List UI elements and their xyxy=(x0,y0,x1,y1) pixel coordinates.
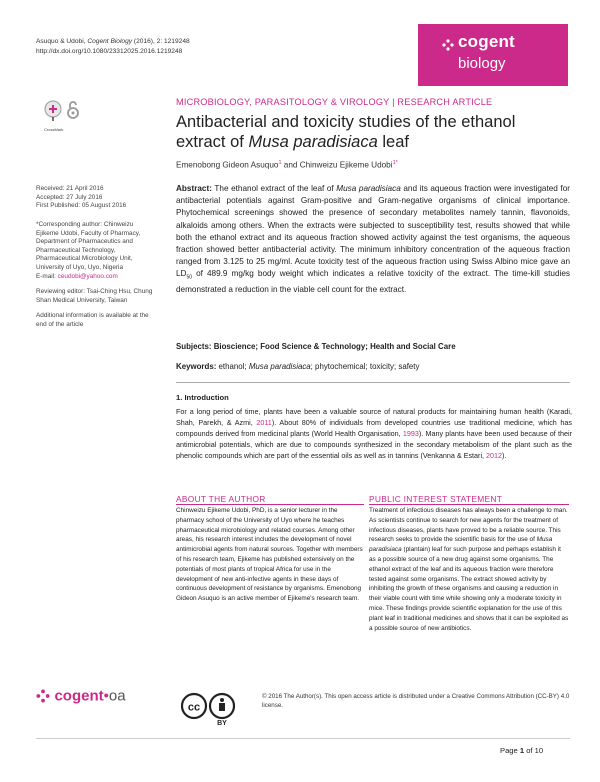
cogent-oa-dots-icon xyxy=(36,689,50,703)
pis-text-2: (plantain) leaf for such purpose and perhaps establish it as a possible source of a new drug against some organisms. The ethanol extract of the leaf and its aqueous fraction were therefore tested against some organisms. The extract showed activity by inhibiting the growth of these organisms and causing a reduction in their viable count with time while showing only a moderate toxicity in mice. These findings provide scientific explanation for the use of this plant leaf in traditional medicines and shows that it can be exploited as a possible source of new antibiotics. xyxy=(369,546,569,632)
keywords-post: ; phytochemical; toxicity; safety xyxy=(310,362,420,371)
about-author-body: Chinweizu Ejikeme Udobi, PhD, is a senior lecturer in the pharmacy school of the University of Uyo where he teaches pharmaceutical microbiology and related courses. Among other areas, his research interest includes the development of novel antimicrobial agents from natural sources. Together with members of his research team, Ejikeme has published extensively on the potentials of most plants of tropical Africa for use in the development of new anti-infective agents in these days of continuous development of resistance by organisms. Emenobong Gideon Asuquo is an active member of Ejikeme's research team. xyxy=(176,507,363,603)
email-label: E-mail: xyxy=(36,272,58,280)
received-date: Received: 21 April 2016 xyxy=(36,185,104,192)
citation-header xyxy=(36,37,190,57)
keywords-line xyxy=(176,362,570,371)
cogent-oa-logo xyxy=(36,687,126,705)
intro-text-1: For a long period of time, plants have been a valuable source of natural products for maintaining human health (Karadi, Shah, Parekh, & Azmi, xyxy=(176,407,572,427)
creative-commons-icon xyxy=(180,692,244,726)
crossmark-badge-icon xyxy=(44,100,62,122)
abstract-part-2: and its aqueous fraction were investigated for antibacterial potentials against Gram-positive and Gram-negative organisms of clinical importance. Phytochemical screenings showed the presence of secondary metabolites namely tannin, flavonoids, alkaloids among others. When the extracts were subjected to susceptibility test, results showed that while both the ethanol extract and its aqueous fraction showed activity against the test organisms, the aqueous fraction showed better antibacterial activity. The minimum inhibitory concentration of the aqueous fraction ranged from 3.125 to 25 mg/ml. Acute toxicity test of the aqueous fraction using Swiss Albino mice gave an LD xyxy=(176,184,570,279)
accepted-date: Accepted: 27 July 2016 xyxy=(36,193,103,201)
ld50-subscript: 50 xyxy=(186,275,193,282)
introduction-heading: 1. Introduction xyxy=(176,393,229,402)
page-label: Page xyxy=(500,746,520,755)
page-indicator xyxy=(500,746,543,755)
by-label: BY xyxy=(217,720,227,726)
abstract-species: Musa paradisiaca xyxy=(336,184,401,193)
additional-info-note: Additional information is available at the end of the article xyxy=(36,312,149,328)
brand-subject: biology xyxy=(458,55,506,72)
cc-label: cc xyxy=(187,701,201,714)
published-date: First Published: 05 August 2016 xyxy=(36,202,127,210)
journal-brand-banner xyxy=(418,24,568,86)
correspondence-block xyxy=(36,221,156,281)
pis-text-1: Treatment of infectious diseases has always been a challenge to man. As scientists continue to search for new agents for the treatment of infectious diseases, plants have proved to be a reliable source. This research seeks to provide the scientific basis for the use of xyxy=(369,507,568,544)
public-interest-body xyxy=(369,506,569,633)
title-line-2-post: leaf xyxy=(377,133,409,151)
pis-species: Musa paradisiaca xyxy=(369,536,553,554)
crossmark-label: CrossMark xyxy=(44,127,64,132)
keyword-species: Musa paradisiaca xyxy=(248,362,311,371)
page-total: of 10 xyxy=(524,746,544,755)
citation-volume: (2016), 2: 1219248 xyxy=(133,38,190,45)
title-line-2 xyxy=(176,132,576,152)
abstract-part-3: of 489.9 mg/kg body weight which indicates a relative toxicity of the extract. The time-kill studies demonstrated a reduction in the viable cell count for the extract. xyxy=(176,269,570,295)
footer-divider xyxy=(36,738,570,739)
author-2: Chinweizu Ejikeme Udobi xyxy=(299,160,393,170)
title-species: Musa paradisiaca xyxy=(248,133,378,151)
correspondence-email-line xyxy=(36,273,156,282)
cogent-oa-suffix: oa xyxy=(108,687,126,705)
reviewing-editor: Reviewing editor: Tsai-Ching Hsu, Chung Shan Medical University, Taiwan xyxy=(36,288,153,304)
section-label: MICROBIOLOGY, PARASITOLOGY & VIROLOGY | RESEARCH ARTICLE xyxy=(176,97,493,107)
author-1: Emenobong Gideon Asuquo xyxy=(176,160,279,170)
intro-text-2: ). About 80% of individuals from developed countries use traditional medicine, which has compounds derived from medicinal plants (World Health Organisation, xyxy=(176,418,572,438)
citation-line-1 xyxy=(36,37,190,47)
author-joiner: and xyxy=(281,160,300,170)
cc-by-license-icon[interactable] xyxy=(180,692,244,731)
cogent-oa-separator: • xyxy=(103,687,109,705)
abstract xyxy=(176,183,570,296)
keywords-pre: ethanol; xyxy=(218,362,249,371)
email-link[interactable]: ceudobi@yahoo.com xyxy=(57,272,118,280)
citation-doi[interactable]: http://dx.doi.org/10.1080/23312025.2016.1219248 xyxy=(36,48,183,55)
title-line-1: Antibacterial and toxicity studies of the ethanol xyxy=(176,113,516,131)
subjects-line: Subjects: Bioscience; Food Science & Technology; Health and Social Care xyxy=(176,342,456,351)
section-divider xyxy=(176,382,570,383)
public-interest-rule xyxy=(369,504,569,505)
author-list xyxy=(176,160,398,170)
intro-text-3: ). Many plants have been used because of their antimicrobial potentials, which are due to compounds synthesized in the secondary metabolism of the plant such as the phenolic compounds which are part of the essential oils as well as in tannins (Venkanna & Estari, xyxy=(176,429,572,460)
cogent-dots-icon xyxy=(442,39,454,51)
citation-link-1993[interactable]: 1993 xyxy=(402,429,419,438)
license-statement: © 2016 The Author(s). This open access article is distributed under a Creative Commons Attribution (CC-BY) 4.0 license. xyxy=(262,693,570,709)
citation-link-2011[interactable]: 2011 xyxy=(256,418,272,427)
correspondence-text: *Corresponding author: Chinweizu Ejikeme Udobi, Faculty of Pharmacy, Department of Pharmaceutics and Pharmaceutical Technology, Pharmaceutical Microbiology Unit, University of Uyo, Uyo, Nigeria xyxy=(36,221,141,271)
author-2-affiliation: 1* xyxy=(392,160,398,166)
abstract-part-1: The ethanol extract of the leaf of xyxy=(211,184,337,193)
about-author-heading: ABOUT THE AUTHOR xyxy=(176,494,266,504)
article-title xyxy=(176,112,576,152)
publication-dates xyxy=(36,185,156,211)
introduction-paragraph xyxy=(176,406,572,461)
abstract-label: Abstract: xyxy=(176,184,212,193)
public-interest-heading: PUBLIC INTEREST STATEMENT xyxy=(369,494,503,504)
crossmark-icon[interactable] xyxy=(44,100,64,132)
author-1-affiliation: 1 xyxy=(278,160,282,166)
keywords-label: Keywords: xyxy=(176,362,219,371)
about-author-rule xyxy=(176,504,364,505)
cogent-oa-word: cogent xyxy=(54,687,104,705)
page-number: 1 xyxy=(519,746,525,755)
citation-link-2012[interactable]: 2012 xyxy=(486,451,503,460)
brand-name: cogent xyxy=(458,32,515,51)
citation-authors: Asuquo & Udobi, xyxy=(36,38,86,45)
title-line-2-pre: extract of xyxy=(176,133,249,151)
intro-text-4: ). xyxy=(502,451,507,460)
citation-journal: Cogent Biology xyxy=(87,38,133,45)
open-access-icon xyxy=(66,100,80,120)
